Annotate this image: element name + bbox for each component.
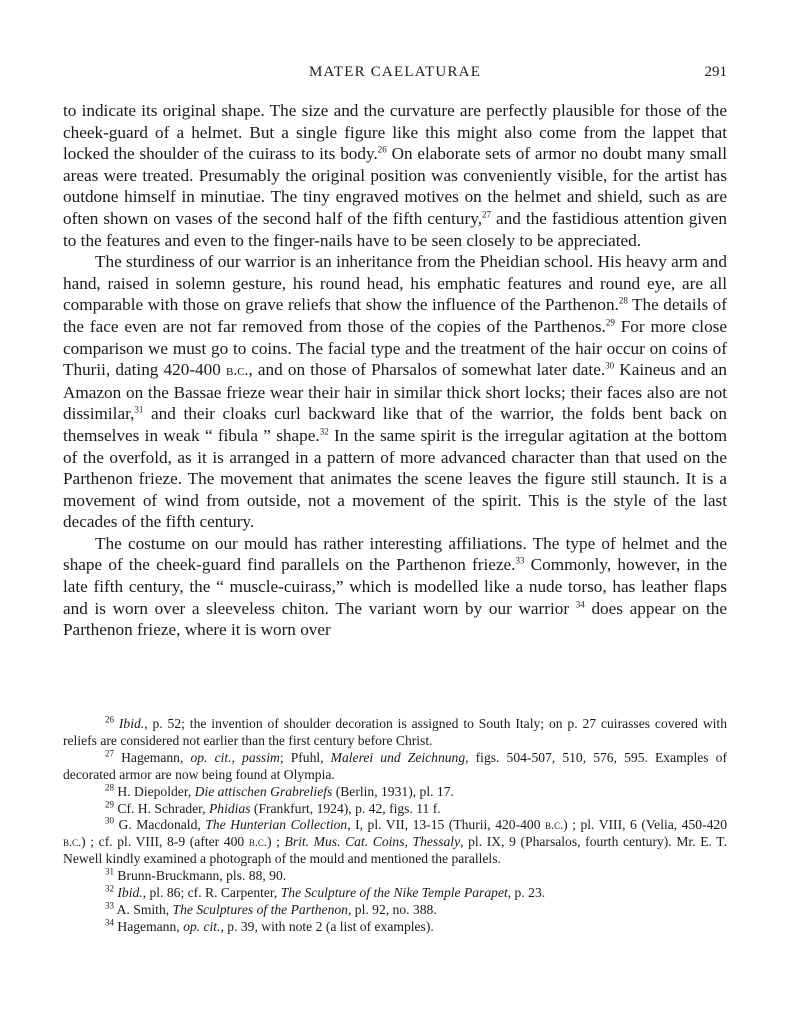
footnote-ref: 30	[605, 360, 615, 371]
footnote-ref: 34	[575, 598, 585, 609]
text-run: Hagemann,	[114, 749, 191, 765]
small-caps-text: b.c.	[226, 362, 249, 380]
footnote-ref: 34	[105, 917, 114, 928]
footnote	[63, 817, 727, 868]
footnote	[63, 885, 727, 902]
footnote-ref: 28	[618, 295, 628, 306]
footnote-ref: 27	[482, 209, 492, 220]
text-run: , pl. 92, no. 388.	[347, 901, 437, 917]
footnote-ref: 32	[105, 883, 114, 894]
footnote-ref: 28	[105, 782, 114, 793]
italic-text: The Sculpture of the Nike Temple Parapet	[280, 885, 508, 901]
text-run: , and on those of Pharsalos of somewhat later date.	[248, 360, 606, 380]
text-run: , pl. IX, 9 (Pharsalos, fourth century). Mr. E. T. Newell kindly examined a photograph of the mould and mentioned the parallels.	[63, 834, 727, 867]
text-run: ) ;	[266, 834, 285, 850]
text-run: In the same spirit is the irregular agitation at the bottom of the overfold, as it is arranged in a pattern of more advanced character than that used on the Parthenon frieze. The movement that animates the scene leaves the figure still staunch. It is a movement of wind from outside, not a movement of the spirit. This is the style of the last decades of the fifth century.	[63, 425, 727, 532]
footnote-ref: 30	[105, 815, 114, 826]
small-caps-text: b.c.	[248, 835, 267, 850]
text-run: The details of the face even are not far removed from those of the copies of the Parthenos.	[63, 295, 727, 336]
text-run: does appear on the Parthenon frieze, where it is worn over	[63, 598, 727, 640]
footnote-ref: 33	[515, 555, 525, 566]
footnote	[63, 868, 727, 885]
text-run: G. Macdonald,	[114, 817, 206, 833]
text-run: and their cloaks curl backward like that of the warrior, the folds bent back on themselves in weak “ fibula ” shape.	[63, 404, 727, 445]
text-run: (Frankfurt, 1924), p. 42, figs. 11 f.	[250, 800, 441, 816]
text-run: A. Smith,	[114, 901, 173, 917]
footnote	[63, 750, 727, 784]
text-run: ) ; pl. VIII, 6 (Velia, 450-420	[563, 817, 727, 833]
footnote-ref: 27	[105, 748, 114, 759]
text-run: On elaborate sets of armor no doubt many small areas were treated. Presumably the original position was conveniently visible, for the artist has outdone himself in minutiae. The tiny engraved motives on the helmet and shield, such as are often shown on vases of the second half of the fifth century,	[63, 144, 727, 228]
italic-text: Malerei und Zeichnung	[330, 749, 466, 765]
italic-text: The Sculptures of the Parthenon	[172, 901, 348, 917]
text-run: , pl. 86; cf. R. Carpenter,	[142, 885, 281, 901]
text-run: Commonly, however, in the late fifth century, the “ muscle-cuirass,” which is modelled like a nude torso, has leather flaps and is worn over a sleeveless chiton. The variant worn by our warrior	[63, 555, 727, 618]
footnote-ref: 31	[105, 866, 114, 877]
text-run: Kaineus and an Amazon on the Bassae frieze wear their hair in similar thick short locks; their faces also are not dissimilar,	[63, 360, 727, 424]
footnote	[63, 902, 727, 919]
small-caps-text: b.c.	[545, 818, 564, 833]
text-run: For more close comparison we must go to coins. The facial type and the treatment of the hair occur on coins of Thurii, dating 420-400	[63, 316, 727, 380]
text-run: Cf. H. Schrader,	[114, 800, 209, 816]
page-number: 291	[704, 64, 727, 80]
text-run: The costume on our mould has rather interesting affiliations. The type of helmet and the shape of the cheek-guard find parallels on the Parthenon frieze.	[63, 533, 727, 575]
text-run: and the fastidious attention given to the features and even to the finger-nails have to be seen closely to be appreciated.	[63, 208, 727, 250]
footnote-ref: 26	[105, 714, 114, 725]
body-text	[63, 100, 727, 641]
footnotes	[63, 716, 727, 936]
footnote-ref: 29	[105, 799, 114, 809]
italic-text: Ibid.	[118, 716, 145, 731]
text-run: (Berlin, 1931), pl. 17.	[332, 783, 454, 799]
text-run: , figs. 504-507, 510, 576, 595. Examples of decorated armor are now being found at Olympia.	[63, 749, 728, 782]
footnote-ref: 33	[105, 900, 114, 911]
italic-text: The Hunterian Collection	[205, 817, 348, 833]
footnote	[63, 919, 727, 936]
italic-text: Phidias	[208, 800, 251, 816]
text-run: ; Pfuhl,	[279, 749, 331, 765]
running-head: MATER CAELATURAE	[308, 64, 482, 80]
footnote	[63, 716, 727, 750]
text-run: , I, pl. VII, 13-15 (Thurii, 420-400	[347, 817, 546, 833]
text-run: Brunn-Bruckmann, pls. 88, 90.	[114, 868, 287, 884]
small-caps-text: b.c.	[63, 835, 82, 850]
footnote	[63, 801, 727, 818]
paragraph	[63, 100, 727, 251]
text-run: The sturdiness of our warrior is an inheritance from the Pheidian school. His heavy arm and hand, raised in solemn gesture, his round head, his emphatic features and round eye, are all comparable with those on grave reliefs that show the influence of the Parthenon.	[63, 252, 727, 315]
text-run: Hagemann,	[114, 918, 184, 934]
text-run: H. Diepolder,	[114, 783, 195, 799]
text-run: , p. 23.	[507, 885, 546, 901]
text-run: , p. 52; the invention of shoulder decoration is assigned to South Italy; on p. 27 cuirasses covered with reliefs are considered not earlier than the first century before Christ.	[63, 716, 728, 748]
italic-text: op. cit.	[183, 918, 221, 934]
italic-text: Brit. Mus. Cat. Coins, Thessaly	[284, 834, 461, 850]
paragraph	[63, 533, 727, 641]
footnote-ref: 26	[377, 144, 387, 155]
page-header	[63, 64, 727, 88]
italic-text: Ibid.	[117, 885, 143, 901]
footnote-ref: 29	[605, 317, 615, 328]
italic-text: op. cit., passim	[190, 749, 280, 765]
italic-text: Die attischen Grabreliefs	[194, 783, 333, 799]
footnote-ref: 32	[319, 426, 329, 437]
text-run: , p. 39, with note 2 (a list of examples).	[220, 918, 434, 934]
text-run: ) ; cf. pl. VIII, 8-9 (after 400	[81, 834, 249, 850]
footnote	[63, 784, 727, 801]
footnote-ref: 31	[134, 404, 144, 415]
paragraph	[63, 251, 727, 533]
text-run: to indicate its original shape. The size and the curvature are perfectly plausible for those of the cheek-guard of a helmet. But a single figure like this might also come from the lappet that locked the shoulder of the cuirass to its body.	[63, 101, 727, 164]
